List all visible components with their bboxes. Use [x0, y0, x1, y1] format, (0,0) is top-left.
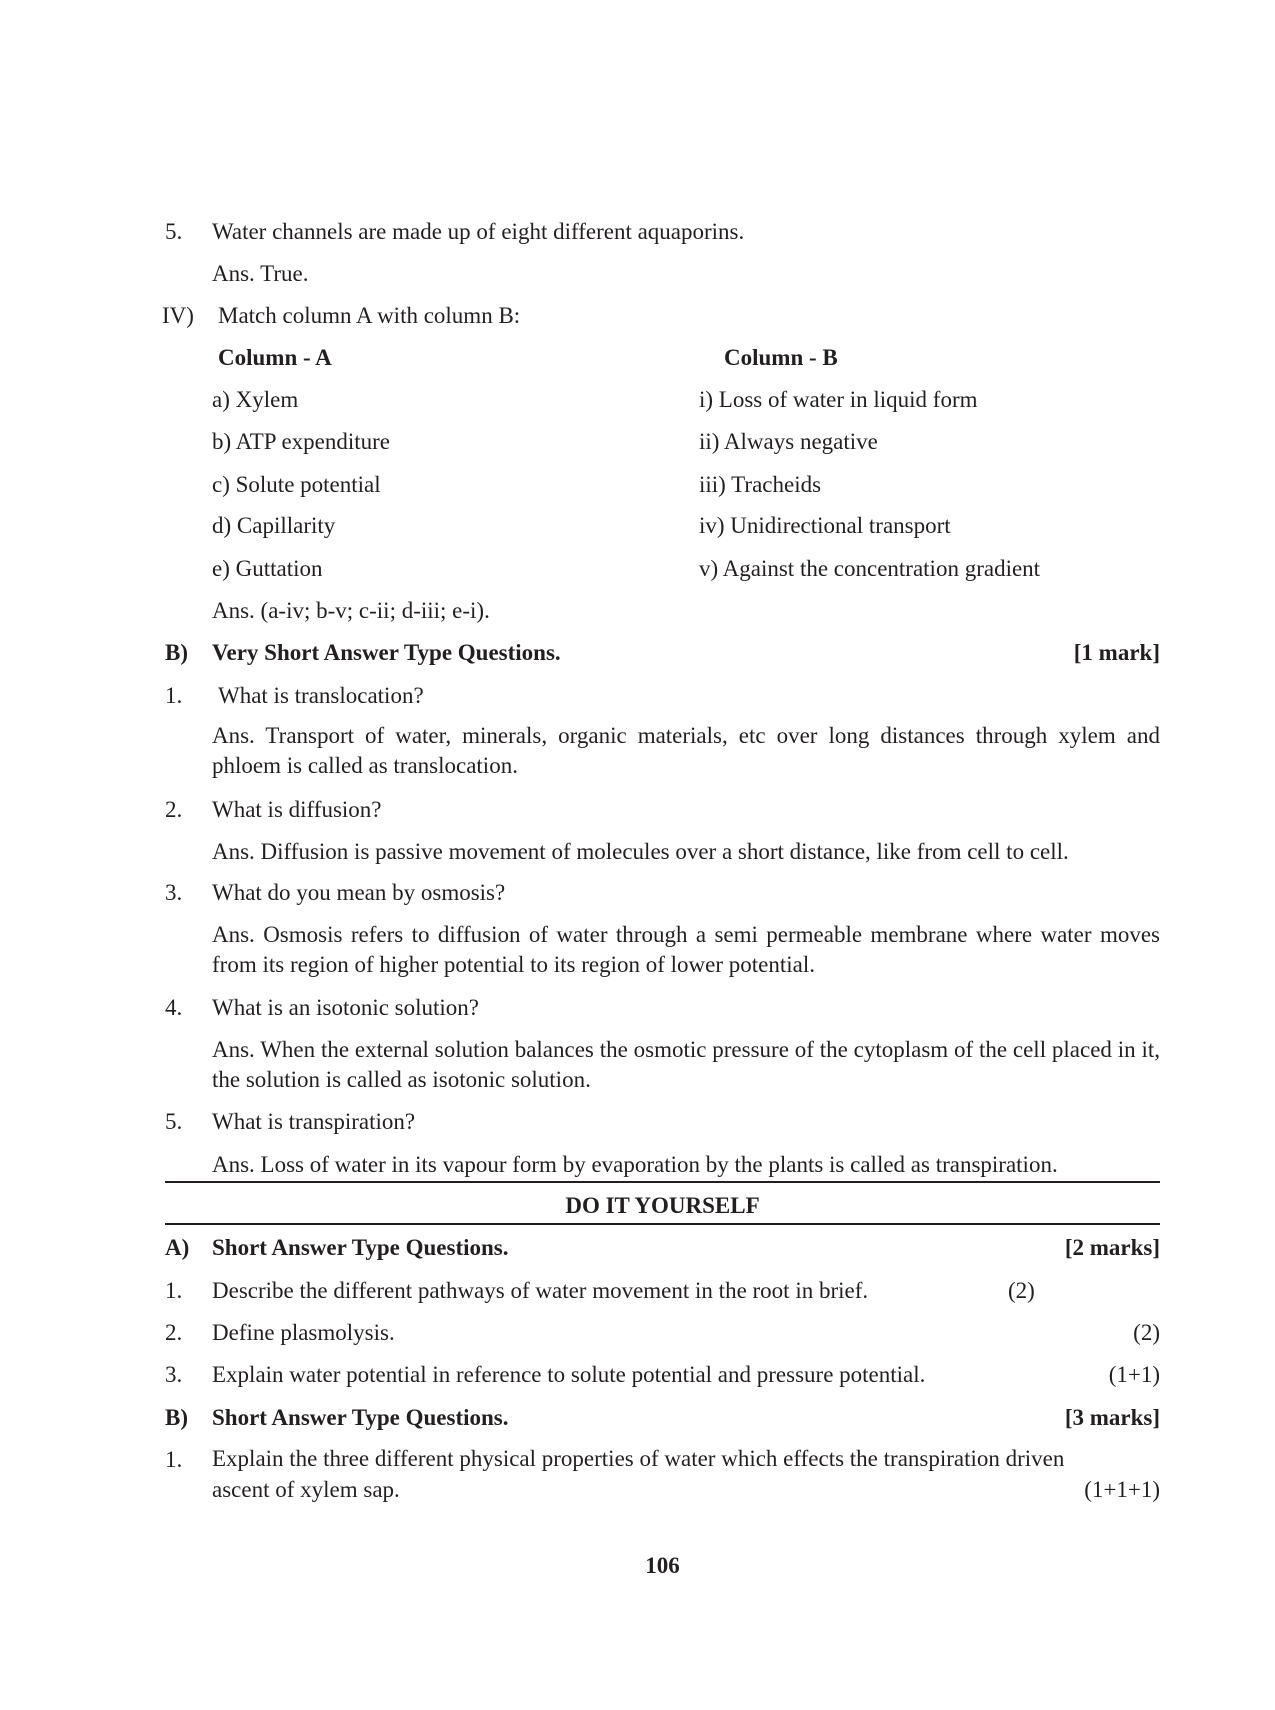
- item-number: 1.: [165, 1447, 183, 1472]
- section-number: IV): [162, 303, 194, 328]
- item-number: 2.: [165, 797, 183, 822]
- section-label: A): [165, 1235, 190, 1260]
- section-label: B): [165, 640, 188, 665]
- question-text: Describe the different pathways of water movement in the root in brief.: [212, 1278, 869, 1303]
- question-marks: (2): [1133, 1320, 1160, 1345]
- answer-text: Ans. When the external solution balances the osmotic pressure of the cytoplasm of the cell placed in it, the solution is called as isotonic solution.: [212, 1037, 1160, 1092]
- answer-text: Ans. Diffusion is passive movement of molecules over a short distance, like from cell to cell.: [212, 839, 1069, 864]
- section-marks: [2 marks]: [1064, 1235, 1160, 1260]
- item-number: 1.: [165, 683, 183, 708]
- column-a-header: Column - A: [218, 345, 332, 370]
- question-marks: (2): [1008, 1278, 1035, 1303]
- section-title: Match column A with column B:: [218, 303, 521, 328]
- do-it-yourself-heading: DO IT YOURSELF: [565, 1193, 760, 1218]
- question-marks: (1+1): [1108, 1362, 1160, 1387]
- section-title: Short Answer Type Questions.: [212, 1405, 509, 1430]
- item-number: 3.: [165, 1362, 183, 1387]
- column-a-item: a) Xylem: [212, 387, 299, 412]
- column-b-item: v) Against the concentration gradient: [699, 556, 1041, 581]
- column-b-item: ii) Always negative: [699, 429, 878, 454]
- question-text: Explain the three different physical properties of water which effects the transpiration driven: [212, 1446, 1065, 1471]
- section-marks: [1 mark]: [1073, 640, 1160, 665]
- answer-text: Ans. Transport of water, minerals, organic materials, etc over long distances through xylem and phloem is called as translocation.: [212, 723, 1160, 778]
- section-label: B): [165, 1405, 188, 1430]
- question-text: What is transpiration?: [212, 1109, 416, 1134]
- question-marks: (1+1+1): [1084, 1477, 1160, 1502]
- item-number: 5.: [165, 219, 183, 244]
- answer-text: Ans. Osmosis refers to diffusion of water through a semi permeable membrane where water moves from its region of higher potential to its region of lower potential.: [212, 922, 1160, 977]
- answer-text: Ans. (a-iv; b-v; c-ii; d-iii; e-i).: [212, 598, 490, 623]
- question-text: Explain water potential in reference to solute potential and pressure potential.: [212, 1362, 926, 1387]
- column-b-item: iv) Unidirectional transport: [699, 513, 951, 538]
- column-a-item: b) ATP expenditure: [212, 429, 391, 454]
- question-text: What do you mean by osmosis?: [212, 880, 506, 905]
- section-title: Short Answer Type Questions.: [212, 1235, 509, 1260]
- item-number: 4.: [165, 995, 183, 1020]
- column-b-item: iii) Tracheids: [699, 472, 822, 497]
- divider: [165, 1181, 1160, 1183]
- question-text: What is diffusion?: [212, 797, 382, 822]
- column-a-item: d) Capillarity: [212, 513, 336, 538]
- question-text: Water channels are made up of eight different aquaporins.: [212, 219, 745, 244]
- item-number: 1.: [165, 1278, 183, 1303]
- item-number: 3.: [165, 880, 183, 905]
- question-text-continued: ascent of xylem sap.: [212, 1477, 400, 1502]
- divider: [165, 1223, 1160, 1225]
- column-a-item: c) Solute potential: [212, 472, 381, 497]
- section-marks: [3 marks]: [1064, 1405, 1160, 1430]
- question-text: Define plasmolysis.: [212, 1320, 395, 1345]
- question-text: What is translocation?: [218, 683, 424, 708]
- column-b-item: i) Loss of water in liquid form: [699, 387, 978, 412]
- answer-text: Ans. True.: [212, 261, 309, 286]
- section-title: Very Short Answer Type Questions.: [212, 640, 561, 665]
- question-text: What is an isotonic solution?: [212, 995, 480, 1020]
- item-number: 5.: [165, 1109, 183, 1134]
- item-number: 2.: [165, 1320, 183, 1345]
- page-number: 106: [645, 1553, 680, 1578]
- answer-text: Ans. Loss of water in its vapour form by evaporation by the plants is called as transpiration.: [212, 1152, 1058, 1177]
- column-b-header: Column - B: [724, 345, 838, 370]
- column-a-item: e) Guttation: [212, 556, 323, 581]
